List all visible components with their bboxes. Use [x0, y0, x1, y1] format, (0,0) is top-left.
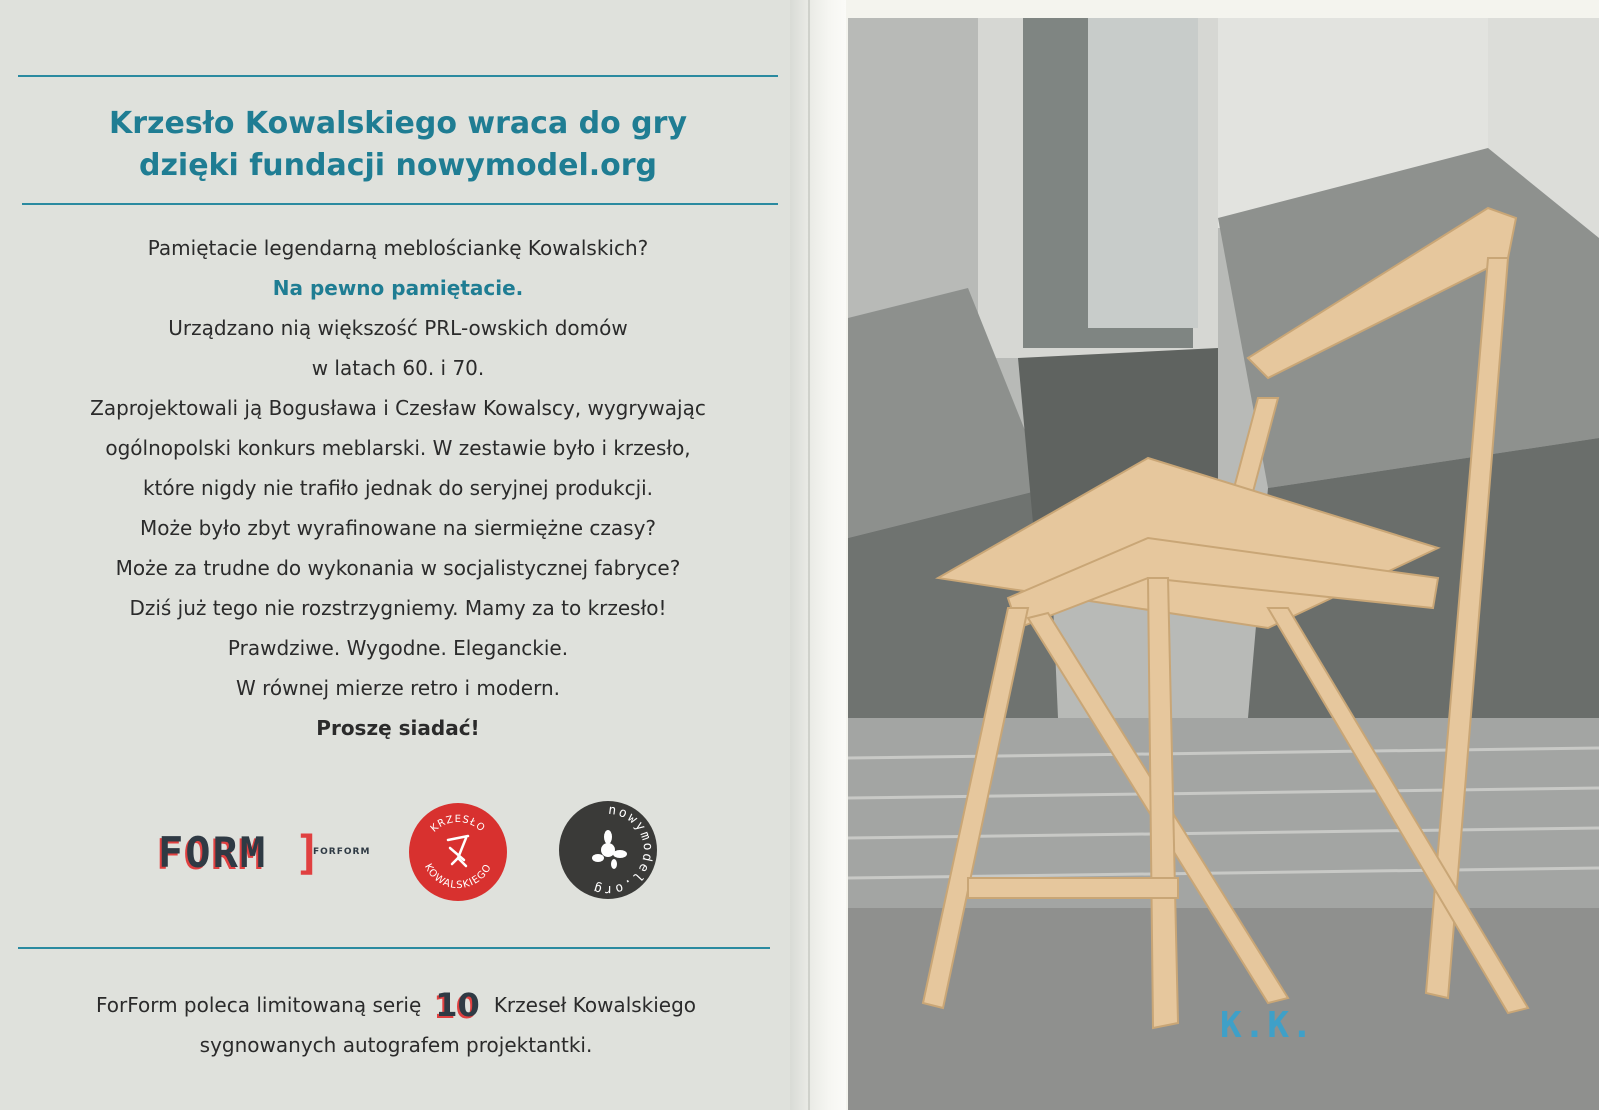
krzeslo-logo-seal-icon: [408, 802, 508, 902]
kk-signature: K.K.: [1220, 1005, 1315, 1046]
footer-note: [20, 985, 772, 1065]
text-panel: [0, 0, 790, 1110]
body-line: Może za trudne do wykonania w socjalistycznej fabryce?: [115, 556, 681, 580]
nowymodel-logo-text: nowymodel.org: [590, 802, 656, 898]
footer-line-1: [20, 985, 772, 1025]
body-line: Zaprojektowali ją Bogusława i Czesław Kowalscy, wygrywając: [90, 396, 706, 420]
body-line-closing: Proszę siadać!: [316, 716, 480, 740]
paper-fold: [790, 0, 846, 1110]
forform-logo: [158, 828, 373, 878]
divider-top: [18, 75, 778, 77]
forform-logo-small: FORFORM: [313, 847, 371, 857]
body-line: Prawdziwe. Wygodne. Eleganckie.: [227, 636, 569, 660]
body-line: które nigdy nie trafiło jednak do seryjnej produkcji.: [142, 476, 654, 500]
fold-crease: [808, 0, 810, 1110]
forform-logo-word: FORM: [158, 828, 268, 877]
chair-photo-illustration: [848, 18, 1599, 1110]
chair-photo: [848, 18, 1599, 1110]
krzeslo-logo-bottom-text: KOWALSKIEGO: [421, 862, 495, 892]
footer-text-before: ForForm poleca limitowaną serię: [95, 993, 422, 1017]
body-line-accent: Na pewno pamiętacie.: [272, 276, 524, 300]
headline: [20, 103, 776, 187]
body-line: Może było zbyt wyrafinowane na siermiężne czasy?: [139, 516, 657, 540]
footer-line-2: sygnowanych autografem projektantki.: [199, 1033, 593, 1057]
body-line: w latach 60. i 70.: [311, 356, 485, 380]
body-line: Urządzano nią większość PRL-owskich domów: [168, 316, 628, 340]
body-line: Dziś już tego nie rozstrzygniemy. Mamy za to krzesło!: [129, 596, 667, 620]
divider-under-headline: [22, 203, 778, 205]
krzeslo-logo-top-text: KRZESŁO: [428, 813, 488, 835]
krzeslo-kowalskiego-logo: [408, 802, 508, 902]
divider-bottom: [18, 947, 770, 949]
nowymodel-logo: [558, 800, 658, 900]
headline-line-2: dzięki fundacji nowymodel.org: [138, 148, 657, 183]
footer-text-after: Krzeseł Kowalskiego: [493, 993, 697, 1017]
body-line: Pamiętacie legendarną meblościankę Kowalskich?: [147, 236, 649, 260]
nowymodel-logo-seal-icon: [558, 800, 658, 900]
series-count: 10: [435, 986, 480, 1024]
body-text: [30, 228, 766, 748]
body-line: W równej mierze retro i modern.: [236, 676, 560, 700]
forform-logo-bracket: ]: [294, 826, 322, 880]
body-line: ogólnopolski konkurs meblarski. W zestawie było i krzesło,: [105, 436, 691, 460]
headline-line-1: Krzesło Kowalskiego wraca do gry: [108, 106, 687, 141]
